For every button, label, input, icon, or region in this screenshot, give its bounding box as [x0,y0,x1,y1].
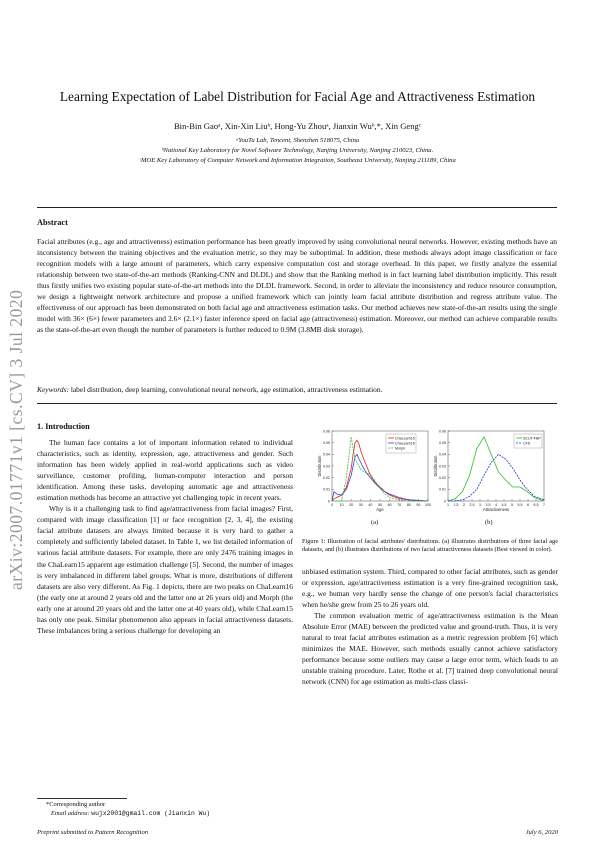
age-xtick-label: 90 [416,503,421,507]
author-list: Bin-Bin Gaoᵃ, Xin-Xin Liuᵇ, Hong-Yu Zhouᵃ, Jianxin Wuᵇ,*, Xin Gengᶜ [173,121,422,131]
right-paragraph-1: unbiased estimation system. Third, compared to other facial attributes, such as gender or expression, age/attractiveness estimation is a very fine-grained recognition task, e.g., we human very hardly sense the change of one person's facial characteristics when he/she grew from 25 to 26 years old. [302,567,558,610]
abstract-top-rule [37,207,557,208]
attr-xtick-label: 4 [495,503,497,507]
footer-date: July 6, 2020 [525,829,558,836]
footnote-email-label: Email address: [51,810,90,817]
section-heading-introduction: 1. Introduction [37,422,90,431]
right-paragraph-2: The common evaluation metric of age/attractiveness estimation is the Mean Absolute Error (MAE) between the predicted value and ground-truth. Thus, it is very natural to treat facial attributes estimation as a metric regression problem [6] which minimizes the MAE. However, such methods usually cannot achieve satisfactory performance because some outliers may cause a large error term, which leads to an unstable training procedure. Later, Rothe et al. [7] trained deep convolutional neural network (CNN) for age estimation as multi-class classi- [302,611,558,687]
attr-xtick-label: 6.5 [533,503,539,507]
affiliation-a: ᵃYouTu Lab, Tencent, Shenzhen 518075, China [235,137,360,144]
attr-xtick-label: 5 [511,503,513,507]
age-xtick-label: 80 [406,503,411,507]
attr-ytick-label: 0.02 [439,475,446,480]
attr-ytick-label: 0.01 [439,487,446,492]
attr-xtick-label: 6 [527,503,529,507]
age-ylabel: Distribution [317,455,322,477]
keywords-line [37,385,382,394]
age-legend-label: ChaLearn15 [395,436,415,441]
figure-1-caption: Figure 1: Illustration of facial attributes' distributions. (a) illustrates distributions of three facial age datasets, and (b) illustrates distributions of two facial attractiveness datasets (Best viewed in color). [302,538,558,554]
footnote-rule [37,798,127,799]
subfig-label-b: (b) [485,519,493,526]
affiliation-b: ᵇNational Key Laboratory for Novel Software Technology, Nanjing University, Nanjing 210023, China. [161,147,434,154]
intro-paragraph-1: The human face contains a lot of important information related to individual characteristics, such as identity, expression, age, attractiveness and gender. Such information has been widely applied in real-world applications such as video surveillance, customer profiling, human-computer interaction and person identification. Among these tasks, developing automatic age and attractiveness estimation methods has become an attractive yet challenging topic in recent years. [37,438,293,503]
attr-legend-label: CFD [523,441,531,446]
affiliation-c: ᶜMOE Key Laboratory of Computer Network and Information Integration, Southeast University, Nanjing 211189, China [139,157,456,164]
age-xtick-label: 0 [331,503,333,507]
age-ytick-label: 0.04 [323,452,330,457]
attr-ytick-label: 0.06 [439,429,446,434]
arxiv-stamp-text: arXiv:2007.01771v1 [cs.CV] 3 Jul 2020 [6,289,26,590]
attr-xtick-label: 2 [463,503,465,507]
age-xtick-label: 10 [339,503,344,507]
age-ytick-label: 0.06 [323,429,330,434]
attr-ytick-label: 0 [444,499,446,504]
attr-xtick-label: 4.5 [501,503,507,507]
attr-xtick-label: 1.5 [453,503,459,507]
footer-journal: Preprint submitted to Pattern Recognition [37,829,149,836]
intro-paragraph-2: Why is it a challenging task to find age/attractiveness from facial images? First, compared with image classification [1] or face recognition [2, 3, 4], the existing facial attribute datasets are always limited because it is very hard to gather a completely and sufficiently labeled dataset. In Table 1, we list detailed information of various facial attribute datasets. For example, there are only 2476 training images in the ChaLearn15 apparent age estimation challenge [5]. Second, the number of images is very imbalanced in different label groups. What is more, distributions of different datasets are also very different. As Fig. 1 depicts, there are two peaks on ChaLearn16 (the early one at around 2 years old and the latter one at 26 years old) and Morph (the early one at around 20 years old and the latter one at 40 years old), while ChaLearn15 has only one peak. Similar phenomenon also appears in facial attractiveness datasets. These imbalances bring a serious challenge for developing an [37,504,293,635]
email-link[interactable]: wujx2001@gmail.com (Jianxin Wu) [91,810,211,817]
age-xtick-label: 100 [425,503,431,507]
age-xlabel: Age [376,507,384,512]
age-xtick-label: 50 [378,503,382,507]
attr-ytick-label: 0.04 [439,452,446,457]
attr-xtick-label: 3 [479,503,481,507]
attr-xtick-label: 7 [543,503,545,507]
attr-xtick-label: 1 [447,503,449,507]
keywords-text: label distribution, deep learning, convolutional neural network, age estimation, attractiveness estimation. [70,385,383,394]
age-xtick-label: 40 [368,503,373,507]
attr-xlabel: Attractiveness [482,507,510,512]
paper-title: Learning Expectation of Label Distribution for Facial Age and Attractiveness Estimation [59,89,536,104]
age-legend-label: Morph [395,446,406,451]
abstract-bottom-rule [37,403,557,404]
attr-xtick-label: 2.5 [469,503,475,507]
keywords-label: Keywords: [37,385,69,394]
abstract-body: Facial attributes (e.g., age and attractiveness) estimation performance has been greatly improved by using convolutional neural networks. However, existing methods have an inconsistency between the training objectives and the evaluation metric, so they may be suboptimal. In addition, these methods always adopt image classification or face recognition models with a large amount of parameters, which carry expensive computation cost and storage overhead. In this paper, we firstly analyze the essential relationship between two state-of-the-art methods (Ranking-CNN and DLDL) and show that the Ranking method is in fact learning label distribution implicitly. This result thus firstly unifies two existing popular state-of-the-art methods into the DLDL framework. Second, in order to alleviate the inconsistency and reduce resource consumption, we design a lightweight network architecture and propose a unified framework which can jointly learn facial attribute distribution and regress attribute value. The effectiveness of our approach has been demonstrated on both facial age and attractiveness estimation tasks. Our method achieves new state-of-the-art results using the single model with 36× (6×) fewer parameters and 2.6× (2.1×) faster inference speed on facial age (attractiveness) estimation. Moreover, our method can achieve comparable results as the state-of-the-art even though the number of parameters is further reduced to 0.9M (3.8MB disk storage). [37,237,557,335]
age-ytick-label: 0 [328,499,330,504]
footnote-email [51,810,210,817]
chart-attractiveness-distribution [433,429,545,512]
age-xtick-label: 70 [397,503,402,507]
attr-ytick-label: 0.05 [439,440,446,445]
attr-ylabel: Distribution [433,455,438,477]
attr-xtick-label: 3.5 [485,503,491,507]
age-xtick-label: 30 [358,503,363,507]
footnote-corresponding: *Corresponding author [46,801,106,808]
left-column-text [37,437,293,636]
attr-ytick-label: 0.03 [439,464,446,469]
figure-1 [302,425,558,533]
age-xtick-label: 60 [387,503,392,507]
attr-xtick-label: 5.5 [517,503,523,507]
right-column-text [302,566,558,688]
chart-age-distribution [317,429,431,512]
attr-legend-label: SCUT-FBP [523,436,541,441]
age-ytick-label: 0.01 [323,487,330,492]
age-ytick-label: 0.02 [323,475,330,480]
age-ytick-label: 0.03 [323,464,330,469]
age-xtick-label: 20 [349,503,354,507]
subfig-label-a: (a) [371,519,379,526]
age-ytick-label: 0.05 [323,440,330,445]
abstract-heading: Abstract [37,218,68,227]
age-legend-label: ChaLearn16 [395,441,415,446]
